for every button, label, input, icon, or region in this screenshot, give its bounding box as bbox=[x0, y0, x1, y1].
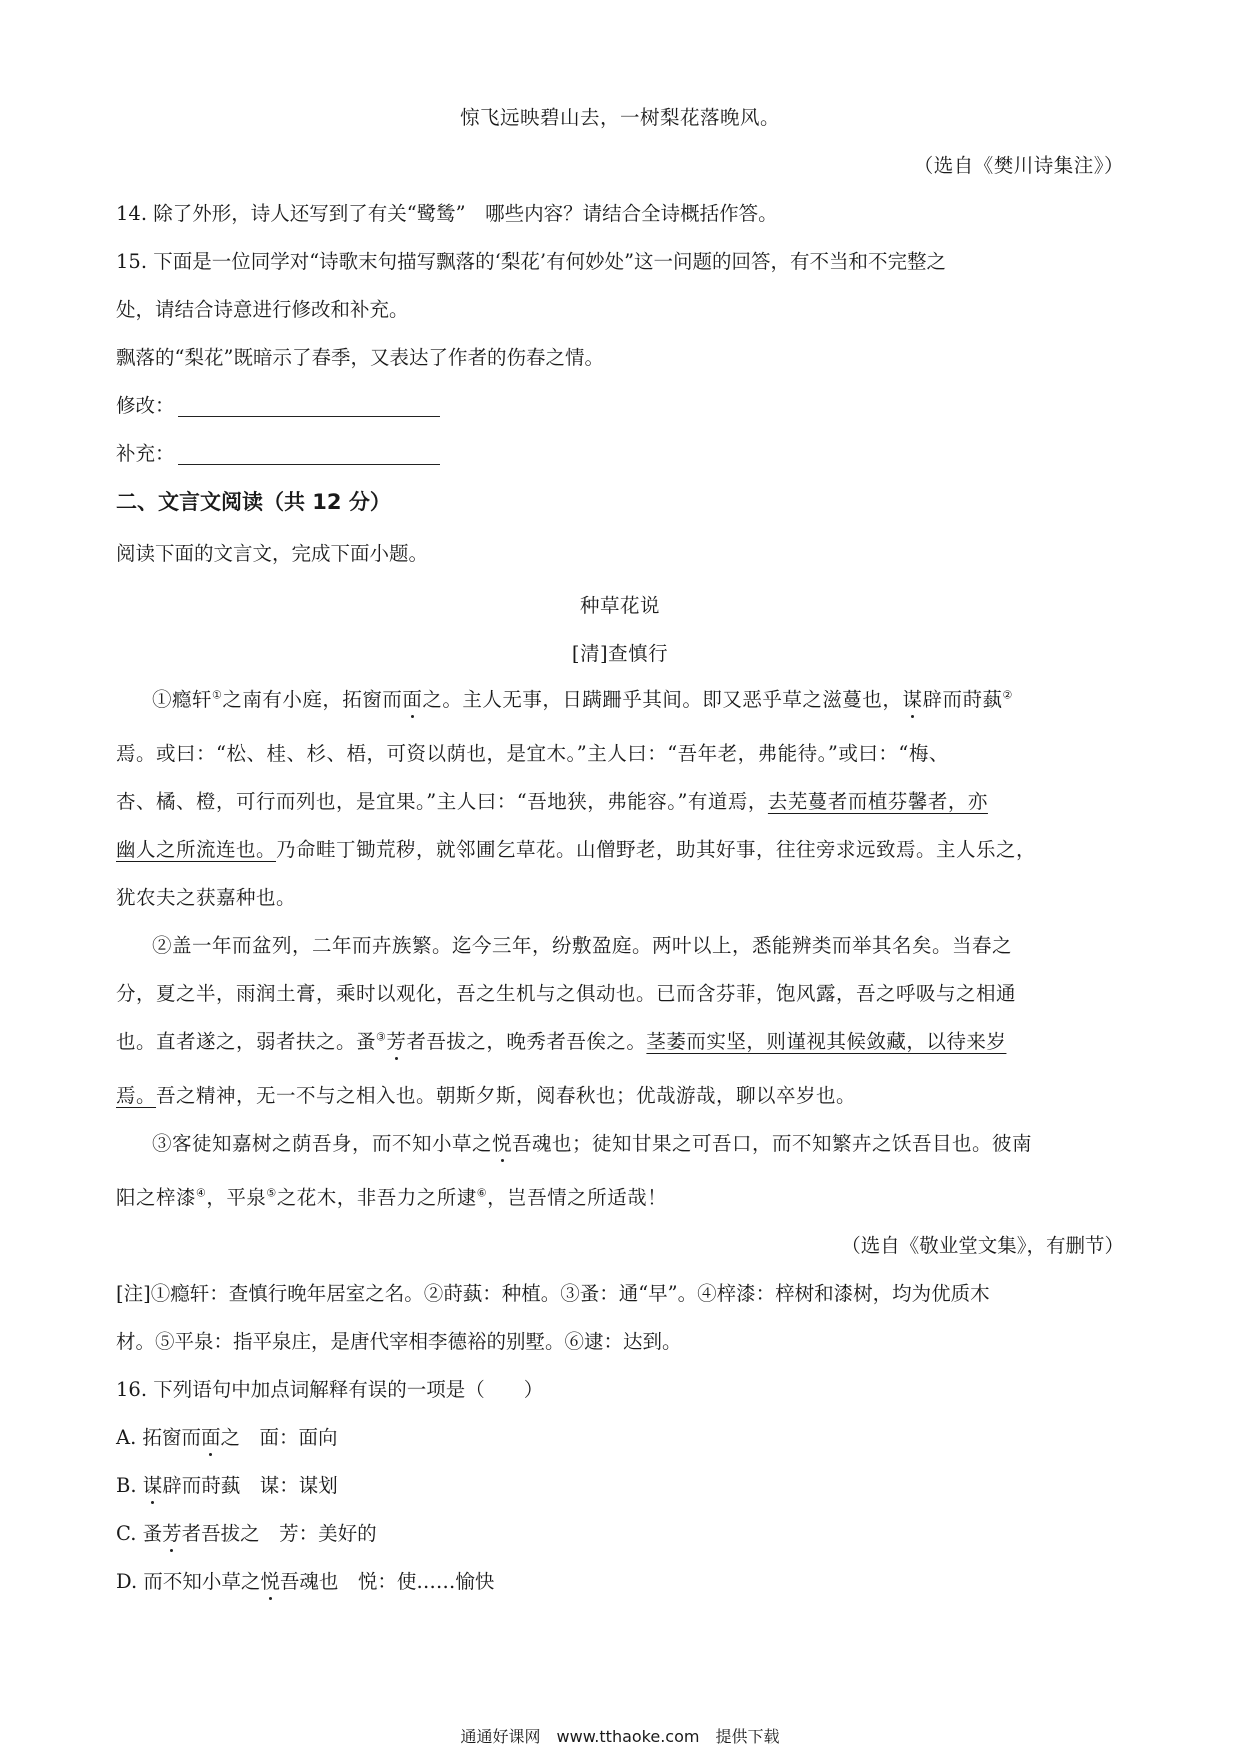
section-heading: 二、文言文阅读（共 12 分） bbox=[116, 490, 391, 514]
text: ，平泉 bbox=[206, 1186, 267, 1209]
text: 之花木，非吾力之所逮 bbox=[276, 1186, 477, 1209]
text: 阳之梓漆 bbox=[116, 1186, 197, 1209]
option-letter: D. bbox=[116, 1570, 144, 1593]
supplement-blank[interactable] bbox=[178, 464, 440, 465]
text: 而不知小草之 bbox=[143, 1570, 261, 1593]
question-15-line1: 15. 下面是一位同学对“诗歌末句描写飘落的‘梨花’有何妙处”这一问题的回答，有不当和不完整之 bbox=[116, 250, 947, 273]
text: 辟而莳蓺 谋：谋划 bbox=[162, 1474, 338, 1497]
page-footer: 通通好课网 www.tthaoke.com 提供下载 bbox=[460, 1727, 780, 1746]
option-b[interactable] bbox=[116, 1470, 338, 1498]
option-d[interactable] bbox=[116, 1566, 494, 1594]
text: 也。直者遂之，弱者扶之。蚤 bbox=[116, 1030, 377, 1053]
text: 者吾拔之，晚秀者吾俟之。 bbox=[406, 1030, 647, 1053]
revise-label: 修改： bbox=[116, 394, 175, 417]
text: ，岂吾情之所适哉！ bbox=[487, 1186, 668, 1209]
question-15-line2: 处，请结合诗意进行修改和补充。 bbox=[116, 298, 409, 321]
text: ①瘾轩 bbox=[152, 688, 213, 711]
option-letter: C. bbox=[116, 1522, 143, 1545]
dotted-word: 谋 bbox=[902, 688, 923, 711]
poem-source: （选自《樊川诗集注》） bbox=[913, 154, 1124, 177]
revise-blank[interactable] bbox=[178, 416, 440, 417]
question-14: 14. 除了外形，诗人还写到了有关“鹭鸶” 哪些内容？请结合全诗概括作答。 bbox=[116, 202, 778, 225]
note-ref: ③ bbox=[376, 1030, 387, 1044]
notes-line2: 材。⑤平泉：指平泉庄，是唐代宰相李德裕的别墅。⑥逮：达到。 bbox=[116, 1330, 682, 1353]
dotted-word: 悦 bbox=[260, 1570, 280, 1593]
text: 辟而莳蓺 bbox=[922, 688, 1003, 711]
text: 拓窗而 bbox=[142, 1426, 201, 1449]
dotted-word: 芳 bbox=[386, 1030, 407, 1053]
option-a[interactable] bbox=[116, 1422, 338, 1450]
underlined-sentence: 焉。 bbox=[116, 1084, 157, 1107]
passage-p2-line3 bbox=[116, 1026, 1006, 1054]
text: 之南有小庭，拓窗而 bbox=[222, 688, 403, 711]
text: 吾魂也 悦：使……愉快 bbox=[279, 1570, 495, 1593]
passage-source: （选自《敬业堂文集》，有删节） bbox=[841, 1234, 1124, 1257]
section-instruction: 阅读下面的文言文，完成下面小题。 bbox=[116, 542, 429, 565]
supplement-label: 补充： bbox=[116, 442, 175, 465]
passage-p1-line4 bbox=[116, 834, 1036, 862]
option-c[interactable] bbox=[116, 1518, 377, 1546]
option-letter: A. bbox=[116, 1426, 143, 1449]
text: 之 面：面向 bbox=[220, 1426, 338, 1449]
note-ref: ⑥ bbox=[476, 1186, 488, 1200]
notes-line1: [注]①瘾轩：查慎行晚年居室之名。②莳蓺：种植。③蚤：通“早”。④梓漆：梓树和漆树，均为优质木 bbox=[116, 1282, 990, 1305]
passage-p1-line3 bbox=[116, 786, 988, 814]
text: 者吾拔之 芳：美好的 bbox=[181, 1522, 377, 1545]
passage-p1-line2: 焉。或曰：“松、桂、杉、梧，可资以荫也，是宜木。”主人曰：“吾年老，弗能待。”或曰：“梅、 bbox=[116, 742, 949, 765]
passage-p2-line4 bbox=[116, 1080, 856, 1108]
note-ref: ② bbox=[1002, 688, 1013, 702]
dotted-word: 悦 bbox=[492, 1132, 513, 1155]
passage-author: [清]查慎行 bbox=[571, 642, 669, 665]
passage-p3-line1 bbox=[152, 1128, 1032, 1156]
dotted-word: 谋 bbox=[142, 1474, 163, 1497]
poem-last-line: 惊飞远映碧山去，一树梨花落晚风。 bbox=[459, 106, 780, 129]
text: 杏、橘、橙，可行而列也，是宜果。”主人曰：“吾地狭，弗能容。”有道焉， bbox=[116, 790, 768, 813]
passage-p2-line2: 分，夏之半，雨润土膏，乘时以观化，吾之生机与之俱动也。已而含芬菲，饱风露，吾之呼吸与之相通 bbox=[116, 982, 1017, 1005]
passage-p1-line5: 犹农夫之获嘉种也。 bbox=[116, 886, 297, 909]
question-15-answer: 飘落的“梨花”既暗示了春季，又表达了作者的伤春之情。 bbox=[116, 346, 604, 369]
text: 之。主人无事，日蹒跚乎其间。即又恶乎草之滋蔓也， bbox=[422, 688, 903, 711]
dotted-word: 面 bbox=[402, 688, 423, 711]
underlined-sentence: 去芜蔓者而植芬馨者，亦 bbox=[767, 790, 988, 813]
text: ③客徒知嘉树之荫吾身，而不知小草之 bbox=[152, 1132, 493, 1155]
note-ref: ⑤ bbox=[266, 1186, 277, 1200]
underlined-sentence: 幽人之所流连也。 bbox=[116, 838, 277, 861]
note-ref: ① bbox=[212, 688, 223, 702]
passage-p2-line1: ②盖一年而盆列，二年而卉族繁。迄今三年，纷敷盈庭。两叶以上，悉能辨类而举其名矣。当春之 bbox=[152, 934, 1013, 957]
passage-p1-line1 bbox=[152, 684, 1013, 712]
text: 蚤 bbox=[142, 1522, 163, 1545]
text: 乃命畦丁锄荒秽，就邻圃乞草花。山僧野老，助其好事，往往旁求远致焉。主人乐之， bbox=[276, 838, 1037, 861]
underlined-sentence: 茎萎而实坚，则谨视其候敛藏，以待来岁 bbox=[646, 1030, 1007, 1053]
passage-title: 种草花说 bbox=[579, 594, 660, 617]
dotted-word: 芳 bbox=[162, 1522, 182, 1545]
text: 吾之精神，无一不与之相入也。朝斯夕斯，阅春秋也；优哉游哉，聊以卒岁也。 bbox=[156, 1084, 857, 1107]
question-16: 16. 下列语句中加点词解释有误的一项是（ ） bbox=[116, 1378, 544, 1401]
passage-p3-line2 bbox=[116, 1182, 667, 1210]
option-letter: B. bbox=[116, 1474, 143, 1497]
dotted-word: 面 bbox=[201, 1426, 221, 1449]
note-ref: ④ bbox=[196, 1186, 207, 1200]
text: 吾魂也；徒知甘果之可吾口，而不知繁卉之饫吾目也。彼南 bbox=[512, 1132, 1033, 1155]
